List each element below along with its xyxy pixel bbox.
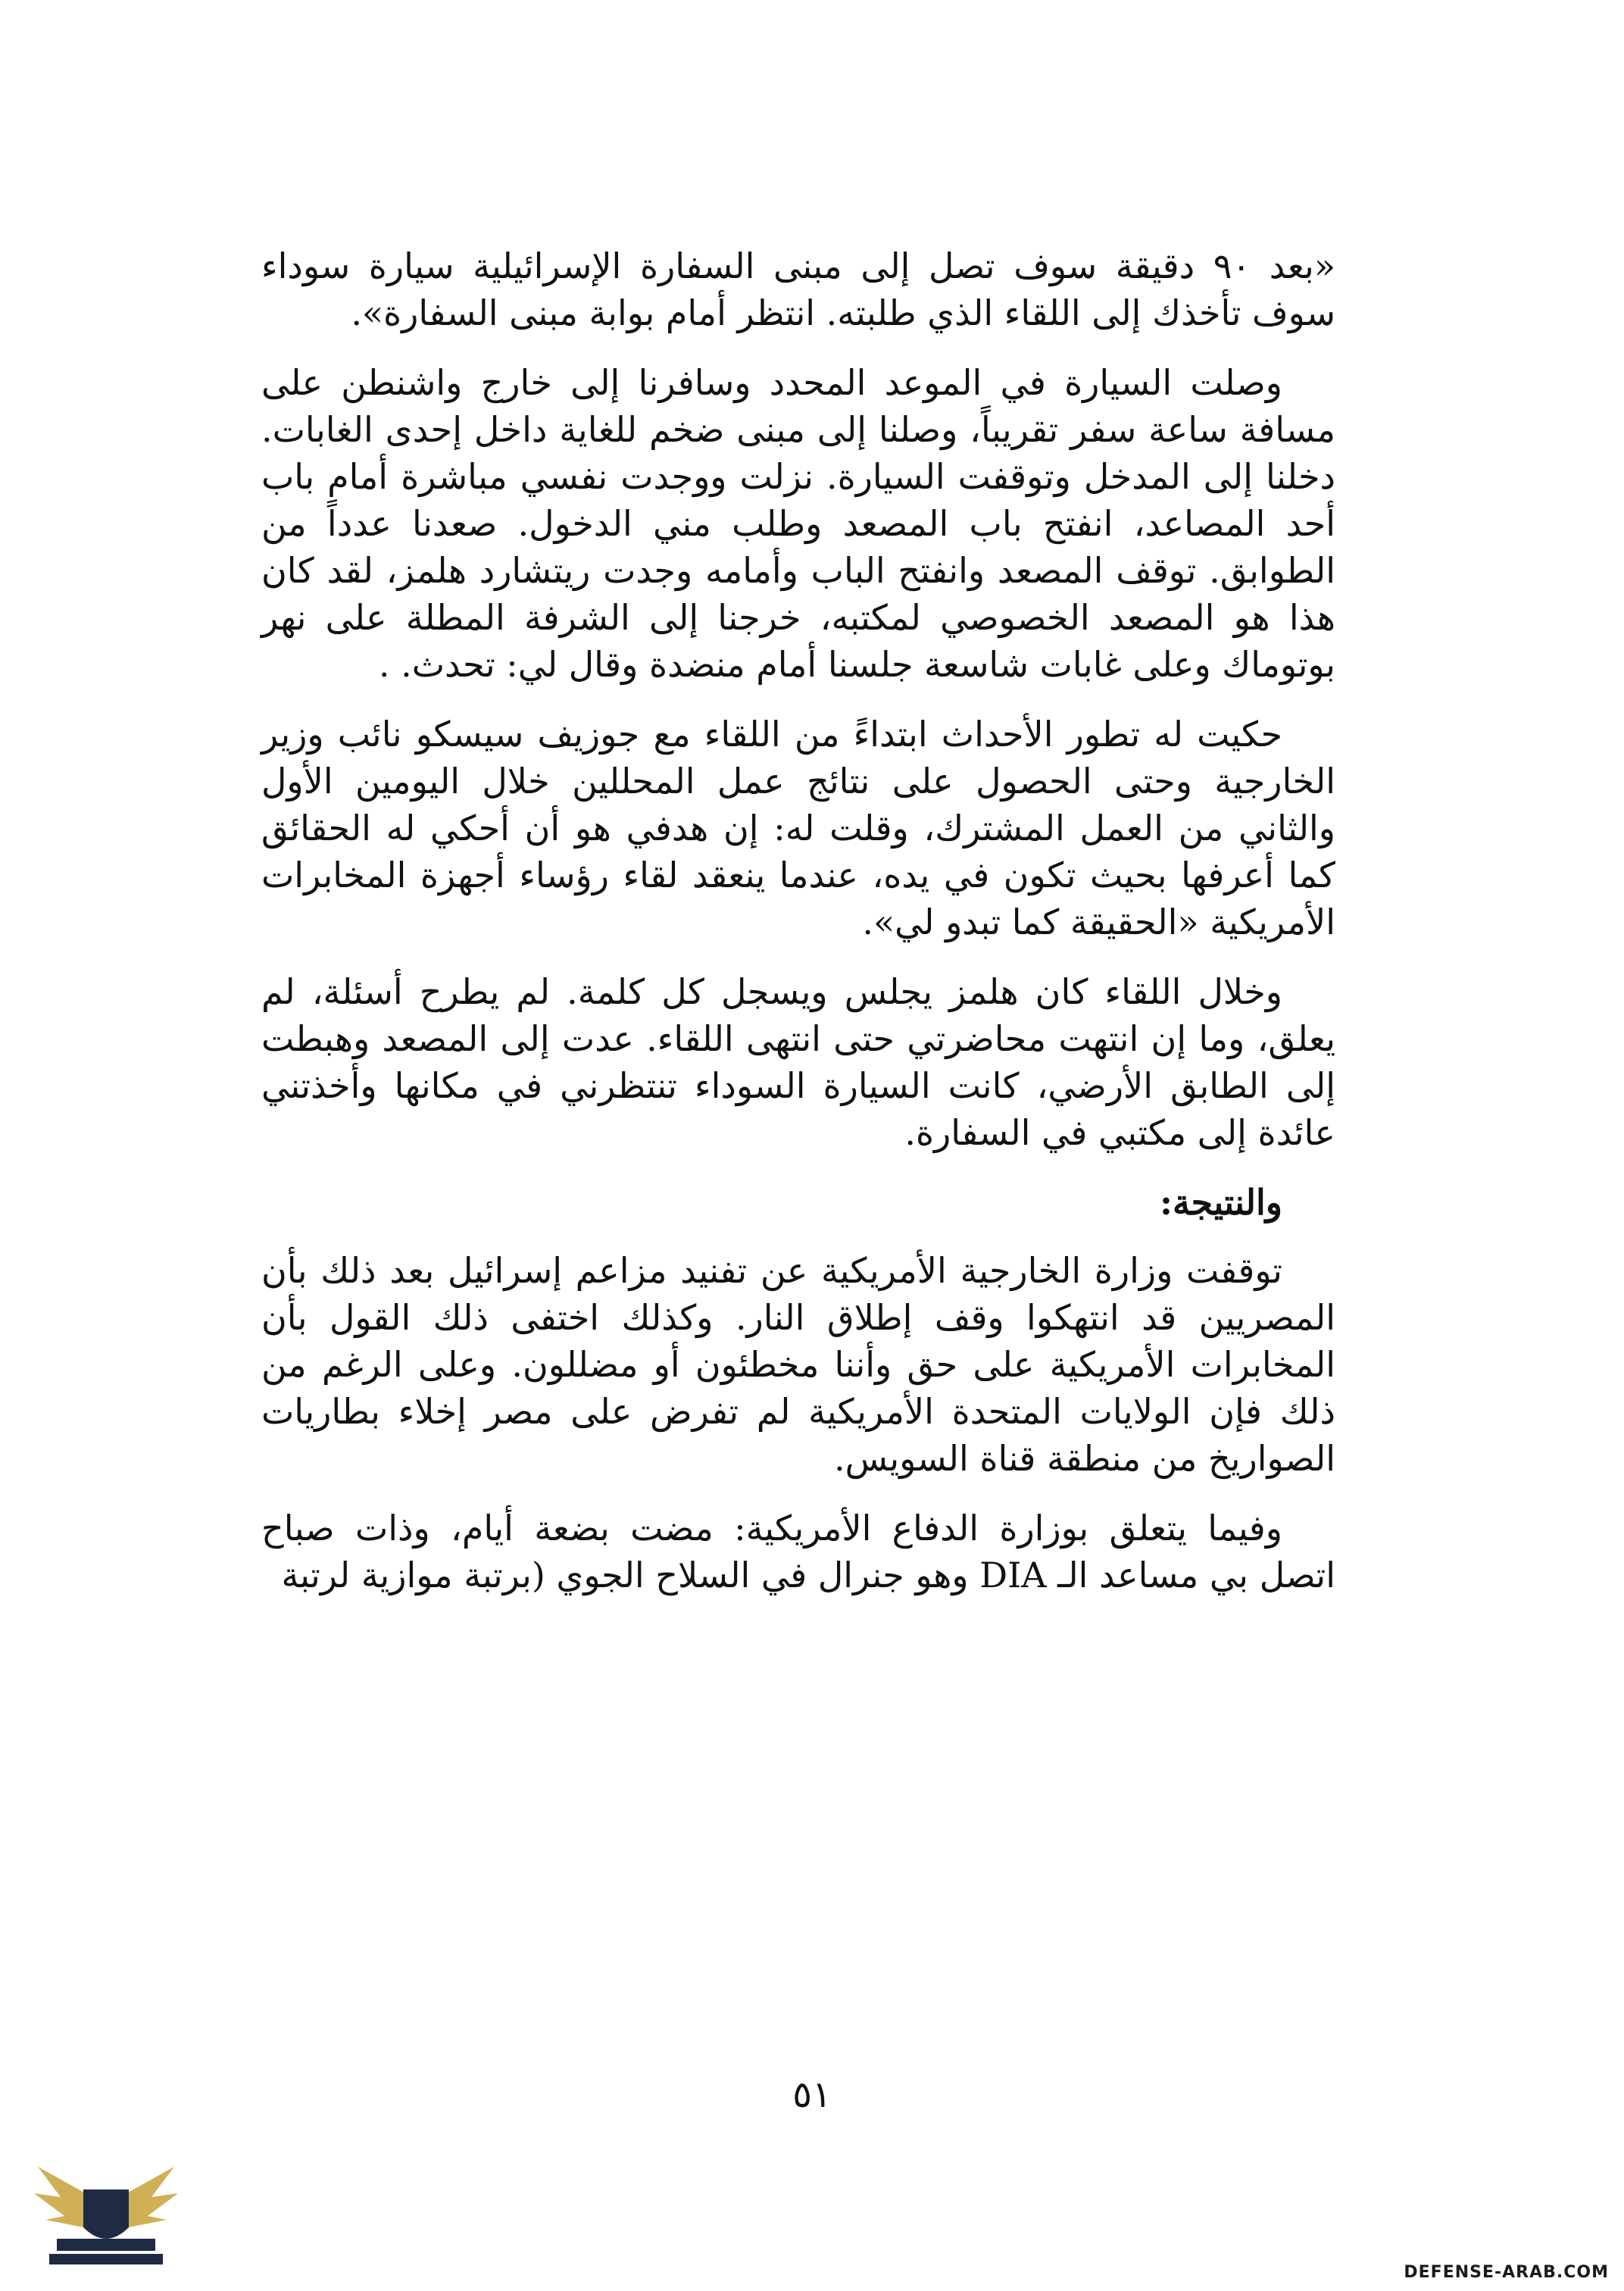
- paragraph-6: وفيما يتعلق بوزارة الدفاع الأمريكية: مضت بضعة أيام، وذات صباح اتصل بي مساعد الـ DIA وهو جنرال في السلاح الجوي (برتبة موازية لرتبة: [261, 1508, 1335, 1596]
- watermark-url: DEFENSE-ARAB.COM: [1404, 2263, 1609, 2282]
- section-heading: والنتيجة:: [1160, 1182, 1282, 1223]
- paragraph-3: حكيت له تطور الأحداث ابتداءً من اللقاء مع جوزيف سيسكو نائب وزير الخارجية وحتى الحصول على نتائج عمل المحللين خلال اليومين الأول والثاني من العمل المشترك، وقلت له: إن هدفي هو أن أحكي له الحقائق كما أعرفها بحيث تكون في يده، عندما ينعقد لقاء رؤساء أجهزة المخابرات الأمريكية «الحقيقة كما تبدو لي».: [261, 714, 1335, 942]
- page-number: ٥١: [792, 2074, 832, 2116]
- paragraph-1: «بعد ٩٠ دقيقة سوف تصل إلى مبنى السفارة الإسرائيلية سيارة سوداء سوف تأخذك إلى اللقاء الذي طلبته. انتظر أمام بوابة مبنى السفارة».: [261, 245, 1335, 333]
- forum-logo-icon: [30, 2144, 182, 2284]
- paragraph-5: توقفت وزارة الخارجية الأمريكية عن تفنيد مزاعم إسرائيل بعد ذلك بأن المصريين قد انتهكوا وقف إطلاق النار. وكذلك اختفى ذلك القول بأن المخابرات الأمريكية على حق وأننا مخطئون أو مضللون. وعلى الرغم من ذلك فإن الولايات المتحدة الأمريكية لم تفرض على مصر إخلاء بطاريات الصواريخ من منطقة قناة السويس.: [261, 1250, 1335, 1479]
- paragraph-2: وصلت السيارة في الموعد المحدد وسافرنا إلى خارج واشنطن على مسافة ساعة سفر تقريباً، وصلنا إلى مبنى ضخم للغاية داخل إحدى الغابات. دخلنا إلى المدخل وتوقفت السيارة. نزلت ووجدت نفسي مباشرة أمام باب أحد المصاعد، انفتح باب المصعد وطلب مني الدخول. صعدنا عدداً من الطوابق. توقف المصعد وانفتح الباب وأمامه وجدت ريتشارد هلمز، لقد كان هذا هو المصعد الخصوصي لمكتبه، خرجنا إلى الشرفة المطلة على نهر بوتوماك وعلى غابات شاسعة جلسنا أمام منضدة وقال لي: تحدث. .: [261, 362, 1336, 685]
- paragraph-4: وخلال اللقاء كان هلمز يجلس ويسجل كل كلمة. لم يطرح أسئلة، لم يعلق، وما إن انتهت محاضرتي حتى انتهى اللقاء. عدت إلى المصعد وهبطت إلى الطابق الأرضي، كانت السيارة السوداء تنتظرني في مكانها وأخذتني عائدة إلى مكتبي في السفارة.: [261, 971, 1335, 1153]
- body-text: [261, 242, 1335, 1621]
